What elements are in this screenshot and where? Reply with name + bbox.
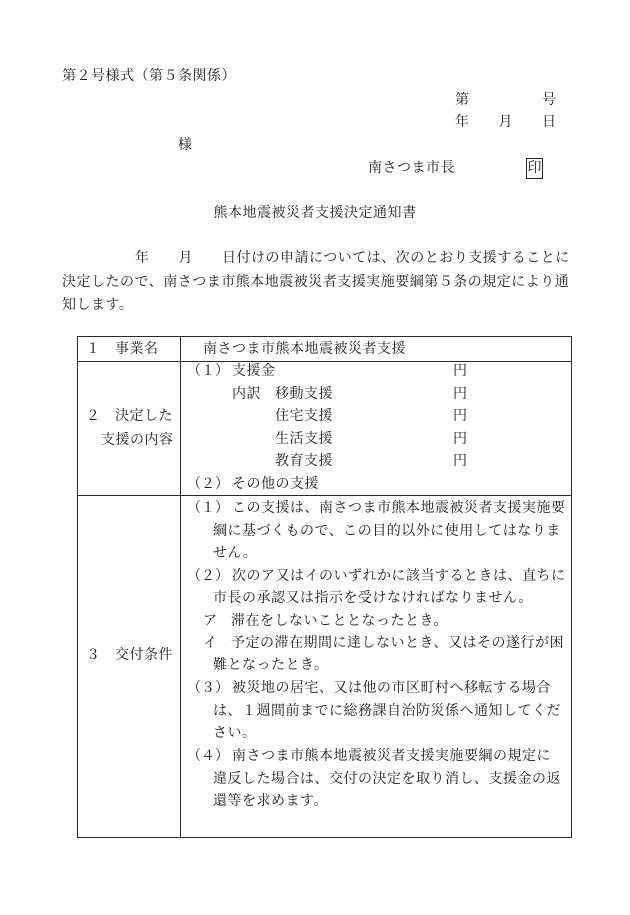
condition-number: （４） — [187, 748, 229, 764]
breakdown-item-label: 教育支援 — [275, 453, 333, 469]
table-row-divider — [77, 361, 572, 362]
body-line: 年 月 日付けの申請については、次のとおり支援することに — [135, 250, 570, 266]
table-row-divider — [77, 495, 572, 496]
other-support-number: （２） — [187, 476, 229, 492]
table-column-divider — [180, 336, 181, 838]
breakdown-label: 内訳 — [232, 386, 261, 402]
condition-line: 被災地の居宅、又は他の市区町村へ移転する場合 — [232, 680, 551, 696]
body-line: 決定したので、南さつま市熊本地震被災者支援実施要綱第５条の規定により通 — [62, 274, 570, 290]
condition-number: （１） — [187, 500, 229, 516]
issue-date: 年 月 日 — [455, 114, 557, 130]
project-value: 南さつま市熊本地震被災者支援 — [203, 341, 406, 357]
sub-condition-mark: ア — [203, 613, 218, 629]
project-label: １ 事業名 — [86, 341, 159, 357]
support-money-label: 支援金 — [232, 363, 276, 379]
condition-line: 綱に基づくもので、この目的以外に使用してはなりま — [213, 523, 561, 539]
issuer-name: 南さつま市長 — [368, 160, 455, 176]
condition-line: は、１週間前までに総務課自治防災係へ通知してくだ — [213, 703, 561, 719]
condition-line: せん。 — [213, 545, 258, 561]
sub-condition-mark: イ — [203, 635, 218, 651]
decision-table — [77, 336, 572, 838]
addressee-honorific: 様 — [178, 137, 193, 153]
condition-line: 市長の承認又は指示を受けなければなりません。 — [213, 590, 533, 606]
condition-line: 次のア又はイのいずれかに該当するときは、直ちに — [232, 568, 566, 584]
conditions-label: ３ 交付条件 — [86, 647, 173, 663]
condition-number: （３） — [187, 680, 229, 696]
breakdown-item-unit: 円 — [453, 386, 468, 402]
document-title: 熊本地震被災者支援決定通知書 — [213, 205, 417, 221]
breakdown-item-unit: 円 — [453, 453, 468, 469]
breakdown-item-unit: 円 — [453, 408, 468, 424]
condition-line: この支援は、南さつま市熊本地震被災者支援実施要 — [232, 500, 566, 516]
sub-condition-line: 難となったとき。 — [213, 657, 329, 673]
seal-mark: 印 — [526, 158, 543, 179]
condition-line: 違反した場合は、交付の決定を取り消し、支援金の返 — [213, 771, 561, 787]
other-support-label: その他の支援 — [232, 476, 319, 492]
body-line: 知します。 — [62, 297, 134, 313]
condition-number: （２） — [187, 568, 229, 584]
breakdown-item-label: 移動支援 — [275, 386, 333, 402]
breakdown-item-unit: 円 — [453, 431, 468, 447]
sub-condition-line: 滞在をしないこととなったとき。 — [231, 613, 448, 629]
breakdown-item-label: 住宅支援 — [275, 408, 333, 424]
condition-line: さい。 — [213, 725, 257, 741]
condition-line: 南さつま市熊本地震被災者支援実施要綱の規定に — [232, 748, 551, 764]
condition-line: 還等を求めます。 — [213, 793, 328, 809]
support-money-unit: 円 — [453, 363, 468, 379]
support-money-number: （１） — [187, 363, 229, 379]
decision-label: 支援の内容 — [101, 432, 174, 448]
form-number: 第２号様式（第５条関係） — [62, 68, 236, 84]
sub-condition-line: 予定の滞在期間に達しないとき、又はその遂行が困 — [231, 635, 564, 651]
document-number: 第 号 — [455, 92, 557, 108]
decision-label: ２ 決定した — [86, 408, 173, 424]
breakdown-item-label: 生活支援 — [275, 431, 333, 447]
